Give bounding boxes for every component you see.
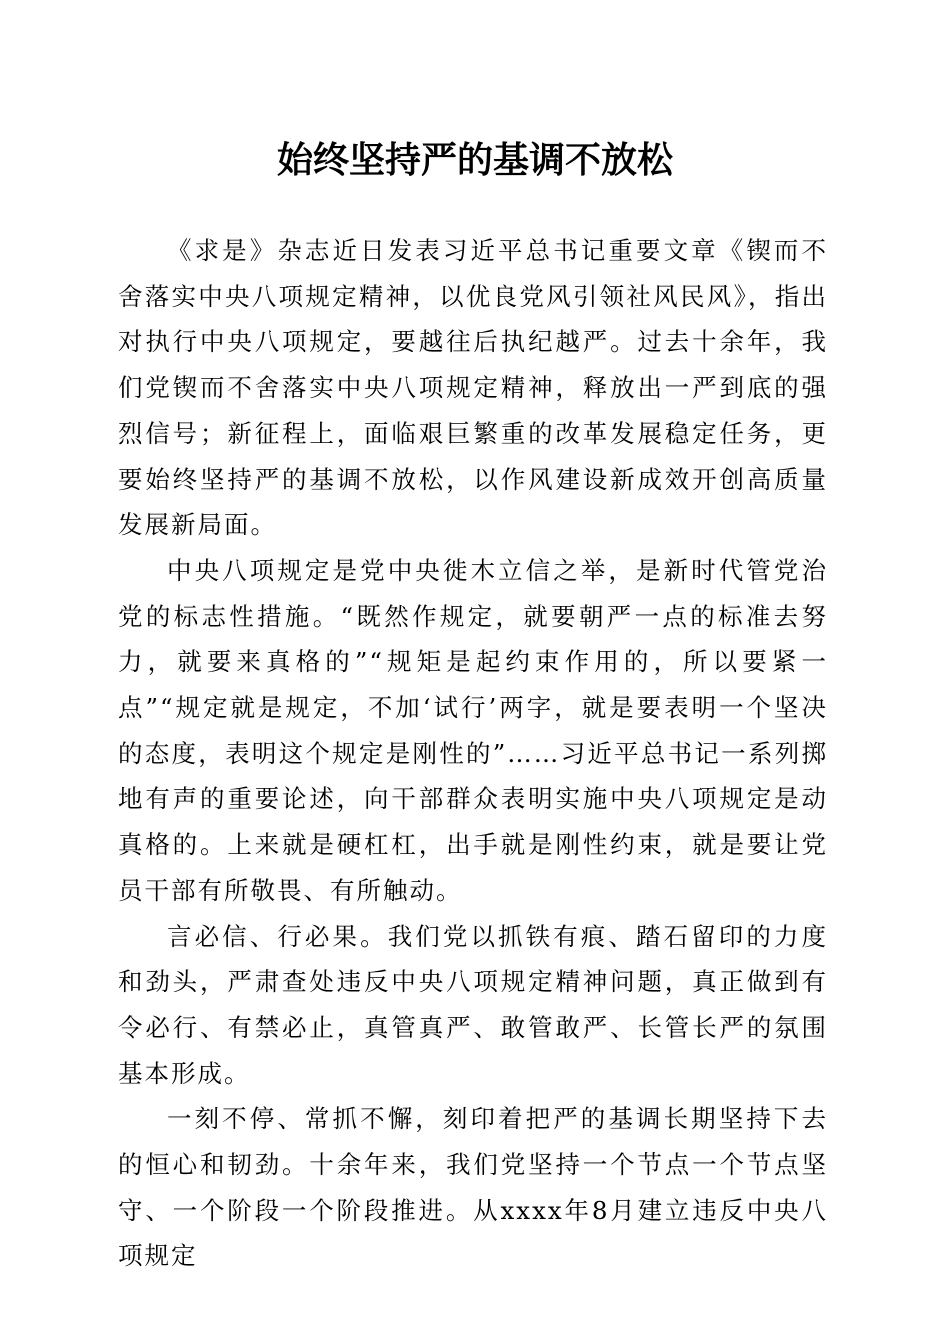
document-body (118, 228, 828, 1279)
paragraph-4: 一刻不停、常抓不懈，刻印着把严的基调长期坚持下去的恒心和韧劲。十余年来，我们党坚持一个节点一个节点坚守、一个阶段一个阶段推进。从xxxx年8月建立违反中央八项规定 (118, 1104, 828, 1271)
paragraph-3: 言必信、行必果。我们党以抓铁有痕、踏石留印的力度和劲头，严肃查处违反中央八项规定精神问题，真正做到有令必行、有禁必止，真管真严、敢管敢严、长管长严的氛围基本形成。 (118, 921, 828, 1088)
document-title: 始终坚持严的基调不放松 (276, 139, 673, 181)
paragraph-1: 《求是》杂志近日发表习近平总书记重要文章《锲而不舍落实中央八项规定精神，以优良党风引领社风民风》，指出对执行中央八项规定，要越往后执纪越严。过去十余年，我们党锲而不舍落实中央八项规定精神，释放出一严到底的强烈信号；新征程上，面临艰巨繁重的改革发展稳定任务，更要始终坚持严的基调不放松，以作风建设新成效开创高质量发展新局面。 (118, 236, 828, 540)
paragraph-2: 中央八项规定是党中央徙木立信之举，是新时代管党治党的标志性措施。“既然作规定，就要朝严一点的标准去努力，就要来真格的”“规矩是起约束作用的，所以要紧一点”“规定就是规定，不加‘试行’两字，就是要表明一个坚决的态度，表明这个规定是刚性的”……习近平总书记一系列掷地有声的重要论述，向干部群众表明实施中央八项规定是动真格的。上来就是硬杠杠，出手就是刚性约束，就是要让党员干部有所敬畏、有所触动。 (118, 555, 828, 905)
